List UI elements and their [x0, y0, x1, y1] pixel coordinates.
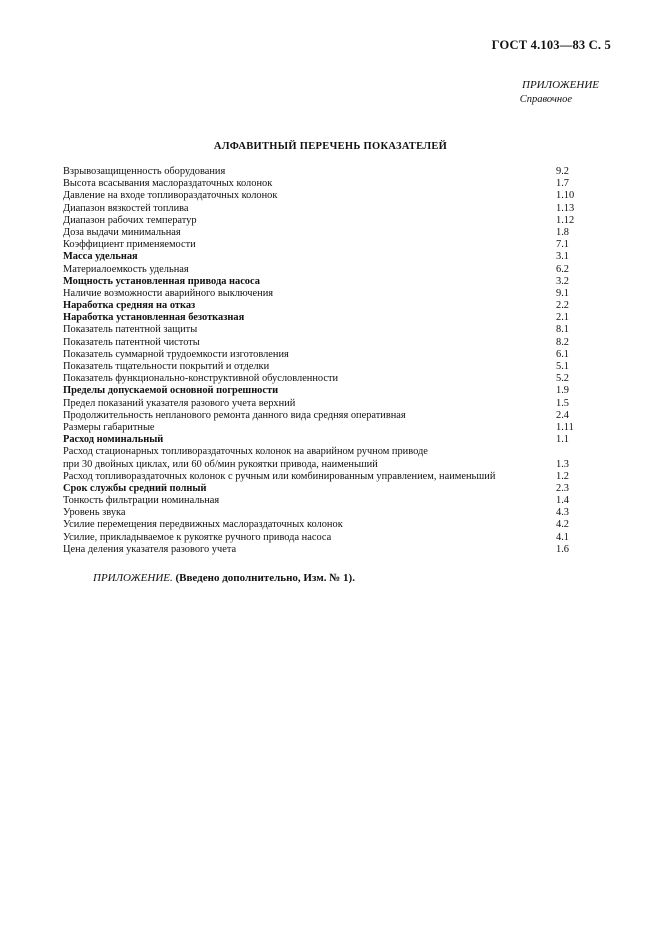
index-entry-term: Показатель тщательности покрытий и отделки — [63, 361, 270, 372]
index-entry-ref: 2.1 — [556, 312, 569, 324]
index-entry-term: Показатель функционально-конструктивной обусловленности — [63, 373, 339, 385]
index-entry-ref: 1.12 — [556, 214, 575, 226]
index-entry — [63, 434, 596, 446]
index-entry-ref: 1.5 — [556, 397, 569, 409]
appendix-label: ПРИЛОЖЕНИЕ — [522, 79, 599, 91]
index-entry — [63, 483, 596, 495]
index-entry-ref: 6.1 — [556, 348, 569, 360]
index-entry-ref: 9.1 — [556, 287, 569, 299]
index-entry — [63, 324, 596, 336]
index-entry-term: Мощность установленная привода насоса — [63, 275, 260, 287]
index-entry-ref: 1.7 — [556, 178, 569, 190]
index-entry — [63, 410, 596, 422]
index-entry — [63, 166, 596, 178]
index-entry — [63, 349, 596, 361]
index-entry — [63, 385, 596, 397]
index-list — [63, 166, 596, 556]
index-entry-term: Доза выдачи минимальная — [63, 226, 181, 238]
index-entry-term: Усилие, прикладываемое к рукоятке ручного привода насоса — [63, 531, 332, 543]
index-entry-term: Высота всасывания маслораздаточных колонок — [63, 178, 273, 190]
index-entry — [63, 178, 596, 190]
index-entry-ref: 4.1 — [556, 531, 569, 543]
index-entry — [63, 471, 596, 483]
index-entry-term: при 30 двойных циклах, или 60 об/мин рукоятки привода, наименьший — [63, 458, 378, 470]
index-entry-ref: 3.1 — [556, 251, 569, 263]
index-entry — [63, 312, 596, 324]
index-entry — [63, 227, 596, 239]
index-entry — [63, 495, 596, 507]
index-entry-term: Коэффициент применяемости — [63, 239, 196, 251]
index-entry — [63, 251, 596, 263]
footnote — [93, 572, 355, 584]
index-entry — [63, 203, 596, 215]
index-entry — [63, 276, 596, 288]
footnote-text: (Введено дополнительно, Изм. № 1). — [175, 572, 355, 584]
index-entry — [63, 446, 596, 458]
index-entry-term: Уровень звука — [63, 507, 126, 519]
index-entry-term: Размеры габаритные — [63, 421, 155, 433]
index-entry-term: Тонкость фильтрации номинальная — [63, 495, 220, 507]
index-entry-ref: 1.13 — [556, 202, 575, 214]
index-entry-ref: 2.4 — [556, 409, 569, 421]
index-entry-term: Показатель суммарной трудоемкости изготовления — [63, 348, 289, 360]
index-entry-term: Наличие возможности аварийного выключения — [63, 287, 274, 299]
index-entry-ref: 7.1 — [556, 239, 569, 251]
index-entry — [63, 459, 596, 471]
index-entry — [63, 215, 596, 227]
index-entry-ref: 1.6 — [556, 543, 569, 555]
index-entry-term: Расход номинальный — [63, 434, 164, 446]
index-entry-term: Показатель патентной чистоты — [63, 336, 200, 348]
index-entry-term: Пределы допускаемой основной погрешности — [63, 385, 279, 397]
index-entry-term: Диапазон вязкостей топлива — [63, 202, 189, 214]
index-entry-ref: 1.11 — [556, 421, 574, 433]
index-entry-term: Масса удельная — [63, 251, 138, 263]
index-entry-ref: 4.3 — [556, 507, 569, 519]
index-entry-ref: 1.4 — [556, 495, 569, 507]
index-entry — [63, 519, 596, 531]
index-entry-term: Усилие перемещения передвижных маслораздаточных колонок — [63, 519, 343, 531]
index-entry-ref: 9.2 — [556, 166, 569, 177]
index-entry-ref: 8.2 — [556, 336, 569, 348]
index-entry — [63, 361, 596, 373]
index-entry — [63, 398, 596, 410]
document-code: ГОСТ 4.103—83 С. 5 — [491, 38, 611, 52]
index-entry — [63, 544, 596, 556]
index-entry-term: Взрывозащищенность оборудования — [63, 166, 226, 177]
index-entry-ref: 8.1 — [556, 324, 569, 336]
index-entry-term: Цена деления указателя разового учета — [63, 543, 237, 555]
index-entry — [63, 264, 596, 276]
index-entry-ref: 5.2 — [556, 373, 569, 385]
index-entry-ref: 6.2 — [556, 263, 569, 275]
index-entry-ref: 2.3 — [556, 482, 569, 494]
index-entry-term: Наработка средняя на отказ — [63, 300, 196, 312]
index-entry-ref: 1.10 — [556, 190, 575, 202]
index-entry — [63, 422, 596, 434]
footnote-label: ПРИЛОЖЕНИЕ. — [93, 572, 173, 584]
index-entry-ref: 5.1 — [556, 361, 569, 372]
index-entry-term: Диапазон рабочих температур — [63, 214, 197, 226]
index-entry — [63, 239, 596, 251]
index-entry — [63, 337, 596, 349]
index-entry-term: Давление на входе топливораздаточных колонок — [63, 190, 278, 202]
appendix-type: Справочное — [519, 94, 572, 105]
index-entry-ref: 4.2 — [556, 519, 569, 531]
index-entry — [63, 507, 596, 519]
index-entry — [63, 532, 596, 544]
index-entry-ref: 1.1 — [556, 434, 569, 446]
index-entry-term: Расход топливораздаточных колонок с ручным или комбинированным управлением, наименьший — [63, 470, 496, 482]
index-entry — [63, 300, 596, 312]
index-entry-term: Наработка установленная безотказная — [63, 312, 245, 324]
index-entry-ref: 3.2 — [556, 275, 569, 287]
index-entry — [63, 373, 596, 385]
page-title: АЛФАВИТНЫЙ ПЕРЕЧЕНЬ ПОКАЗАТЕЛЕЙ — [213, 141, 448, 152]
index-entry-term: Продолжительность непланового ремонта данного вида средняя оперативная — [63, 409, 406, 421]
index-entry-ref: 1.3 — [556, 458, 569, 470]
index-entry-ref: 1.2 — [556, 470, 569, 482]
index-entry-term: Срок службы средний полный — [63, 482, 207, 494]
index-entry — [63, 288, 596, 300]
index-entry-ref: 2.2 — [556, 300, 569, 312]
index-entry-ref: 1.8 — [556, 226, 569, 238]
index-entry-term: Материалоемкость удельная — [63, 263, 189, 275]
index-entry-term: Показатель патентной защиты — [63, 324, 198, 336]
index-entry — [63, 190, 596, 202]
index-entry-term: Расход стационарных топливораздаточных колонок на аварийном ручном приводе — [63, 446, 428, 458]
index-entry-ref: 1.9 — [556, 385, 569, 397]
index-entry-term: Предел показаний указателя разового учета верхний — [63, 397, 296, 409]
